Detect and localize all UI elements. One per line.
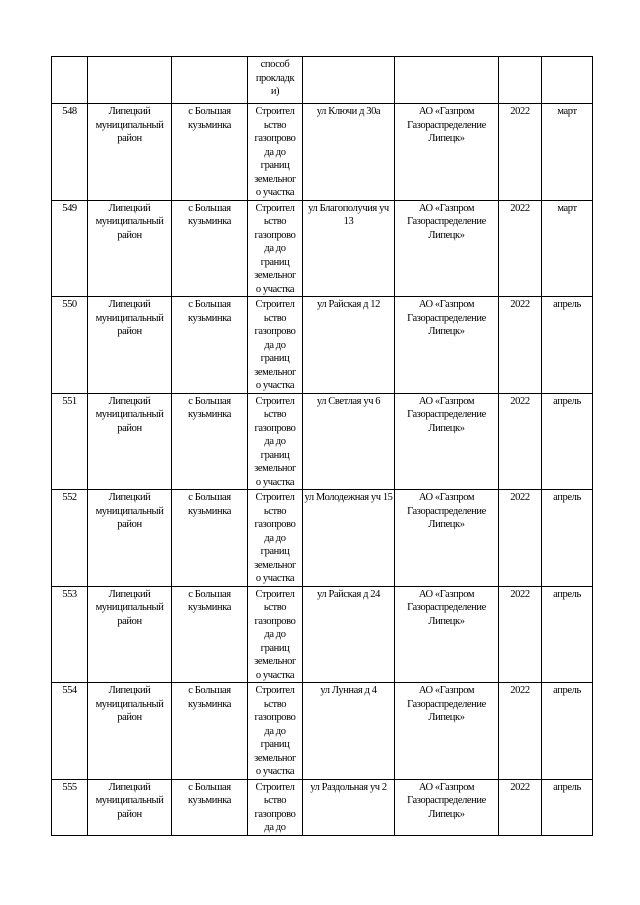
cell-district: Липецкий муниципальный район bbox=[88, 683, 172, 780]
cell-year: 2022 bbox=[499, 490, 542, 587]
work-type-line: границ bbox=[260, 739, 290, 750]
cell-address: ул Райская д 24 bbox=[303, 586, 395, 683]
work-type-line: и) bbox=[270, 86, 280, 97]
table-row bbox=[52, 779, 593, 835]
cell-district: Липецкий муниципальный район bbox=[88, 490, 172, 587]
work-type-line: газопрово bbox=[254, 133, 296, 144]
work-type-line: земельног bbox=[254, 559, 296, 571]
cell-organization: АО «Газпром Газораспределение Липецк» bbox=[395, 104, 499, 201]
cell-address: ул Ключи д 30а bbox=[303, 104, 395, 201]
cell-work-type bbox=[248, 297, 303, 394]
work-type-line: земельног bbox=[254, 463, 296, 474]
table-row bbox=[52, 490, 593, 587]
work-type-line: да до bbox=[264, 822, 286, 833]
cell-month: апрель bbox=[542, 297, 593, 394]
work-type-line: земельног bbox=[254, 752, 296, 764]
work-type-line: границ bbox=[260, 449, 290, 461]
cell-work-type bbox=[248, 779, 303, 835]
cell-address: ул Благополучия уч 13 bbox=[303, 200, 395, 297]
work-type-line: да до bbox=[264, 339, 286, 351]
cell-year: 2022 bbox=[499, 297, 542, 394]
cell-settlement: с Большая кузьминка bbox=[172, 104, 248, 201]
work-type-line: Строител bbox=[255, 299, 295, 310]
cell-settlement: с Большая кузьминка bbox=[172, 683, 248, 780]
cell-year: 2022 bbox=[499, 393, 542, 490]
table-row bbox=[52, 683, 593, 780]
work-type-line: ьство bbox=[263, 312, 287, 324]
table-row bbox=[52, 104, 593, 201]
work-type-line: Строител bbox=[255, 202, 295, 214]
work-type-line: ьство bbox=[263, 698, 287, 710]
table-row bbox=[52, 297, 593, 394]
cell-organization bbox=[395, 57, 499, 104]
cell-settlement: с Большая кузьминка bbox=[172, 200, 248, 297]
work-type-line: да до bbox=[264, 725, 286, 737]
cell-organization: АО «Газпром Газораспределение Липецк» bbox=[395, 779, 499, 835]
work-type-line: о участка bbox=[255, 573, 295, 584]
cell-month: апрель bbox=[542, 779, 593, 835]
cell-address: ул Райская д 12 bbox=[303, 297, 395, 394]
cell-month bbox=[542, 57, 593, 104]
work-type-line: газопрово bbox=[254, 229, 296, 241]
work-type-line: газопрово bbox=[254, 422, 296, 434]
work-type-line: границ bbox=[260, 160, 290, 171]
work-type-line: границ bbox=[260, 642, 290, 654]
cell-number: 554 bbox=[52, 683, 88, 780]
work-type-line: газопрово bbox=[254, 326, 296, 337]
gasification-schedule-table bbox=[51, 56, 593, 836]
cell-month: март bbox=[542, 200, 593, 297]
cell-settlement: с Большая кузьминка bbox=[172, 490, 248, 587]
cell-district: Липецкий муниципальный район bbox=[88, 779, 172, 835]
work-type-line: Строител bbox=[255, 395, 295, 407]
cell-address: ул Раздольная уч 2 bbox=[303, 779, 395, 835]
cell-number: 552 bbox=[52, 490, 88, 587]
cell-month: апрель bbox=[542, 393, 593, 490]
cell-work-type bbox=[248, 490, 303, 587]
cell-work-type bbox=[248, 57, 303, 104]
work-type-line: ьство bbox=[263, 216, 287, 227]
work-type-line: ьство bbox=[263, 505, 287, 517]
work-type-line: да до bbox=[264, 146, 286, 158]
cell-settlement: с Большая кузьминка bbox=[172, 586, 248, 683]
work-type-line: о участка bbox=[255, 476, 295, 488]
cell-district: Липецкий муниципальный район bbox=[88, 393, 172, 490]
work-type-line: границ bbox=[260, 256, 290, 268]
work-type-line: Строител bbox=[255, 106, 295, 117]
work-type-line: да до bbox=[264, 532, 286, 544]
work-type-line: о участка bbox=[255, 766, 295, 777]
work-type-line: способ bbox=[260, 59, 290, 70]
cell-district: Липецкий муниципальный район bbox=[88, 104, 172, 201]
cell-number: 553 bbox=[52, 586, 88, 683]
cell-year: 2022 bbox=[499, 779, 542, 835]
work-type-line: земельног bbox=[254, 366, 296, 378]
work-type-line: ьство bbox=[263, 795, 287, 806]
cell-work-type bbox=[248, 393, 303, 490]
work-type-line: Строител bbox=[255, 588, 295, 600]
cell-number: 548 bbox=[52, 104, 88, 201]
work-type-line: ьство bbox=[263, 602, 287, 613]
work-type-line: газопрово bbox=[254, 712, 296, 723]
cell-work-type bbox=[248, 200, 303, 297]
cell-work-type bbox=[248, 586, 303, 683]
cell-number: 555 bbox=[52, 779, 88, 835]
table-row bbox=[52, 200, 593, 297]
cell-organization: АО «Газпром Газораспределение Липецк» bbox=[395, 393, 499, 490]
work-type-line: Строител bbox=[255, 781, 295, 793]
work-type-line: Строител bbox=[255, 685, 295, 696]
continuation-row bbox=[52, 57, 593, 104]
work-type-line: да до bbox=[264, 436, 286, 447]
cell-organization: АО «Газпром Газораспределение Липецк» bbox=[395, 490, 499, 587]
cell-address: ул Молодежная уч 15 bbox=[303, 490, 395, 587]
cell-year: 2022 bbox=[499, 200, 542, 297]
work-type-line: ьство bbox=[263, 119, 287, 131]
cell-organization: АО «Газпром Газораспределение Липецк» bbox=[395, 586, 499, 683]
cell-settlement bbox=[172, 57, 248, 104]
cell-settlement: с Большая кузьминка bbox=[172, 779, 248, 835]
cell-year bbox=[499, 57, 542, 104]
work-type-line: Строител bbox=[255, 492, 295, 503]
cell-month: апрель bbox=[542, 490, 593, 587]
cell-organization: АО «Газпром Газораспределение Липецк» bbox=[395, 683, 499, 780]
cell-year: 2022 bbox=[499, 104, 542, 201]
cell-settlement: с Большая кузьминка bbox=[172, 393, 248, 490]
cell-district: Липецкий муниципальный район bbox=[88, 586, 172, 683]
cell-number: 550 bbox=[52, 297, 88, 394]
work-type-line: границ bbox=[260, 546, 290, 557]
work-type-line: о участка bbox=[255, 187, 295, 198]
work-type-line: о участка bbox=[255, 283, 295, 295]
cell-number: 549 bbox=[52, 200, 88, 297]
work-type-line: о участка bbox=[255, 669, 295, 681]
cell-district bbox=[88, 57, 172, 104]
cell-month: апрель bbox=[542, 683, 593, 780]
cell-work-type bbox=[248, 683, 303, 780]
cell-organization: АО «Газпром Газораспределение Липецк» bbox=[395, 297, 499, 394]
cell-year: 2022 bbox=[499, 586, 542, 683]
work-type-line: прокладк bbox=[255, 72, 295, 84]
table-row bbox=[52, 586, 593, 683]
work-type-line: земельног bbox=[254, 173, 296, 185]
work-type-line: границ bbox=[260, 353, 290, 364]
table-body bbox=[52, 57, 593, 836]
work-type-line: да до bbox=[264, 629, 286, 640]
cell-month: апрель bbox=[542, 586, 593, 683]
work-type-line: земельног bbox=[254, 270, 296, 281]
cell-address: ул Светлая уч 6 bbox=[303, 393, 395, 490]
cell-district: Липецкий муниципальный район bbox=[88, 297, 172, 394]
work-type-line: газопрово bbox=[254, 519, 296, 530]
work-type-line: да до bbox=[264, 243, 286, 254]
cell-organization: АО «Газпром Газораспределение Липецк» bbox=[395, 200, 499, 297]
cell-settlement: с Большая кузьминка bbox=[172, 297, 248, 394]
work-type-line: ьство bbox=[263, 409, 287, 420]
cell-work-type bbox=[248, 104, 303, 201]
cell-address bbox=[303, 57, 395, 104]
cell-address: ул Лунная д 4 bbox=[303, 683, 395, 780]
table-row bbox=[52, 393, 593, 490]
cell-number bbox=[52, 57, 88, 104]
work-type-line: газопрово bbox=[254, 615, 296, 627]
work-type-line: о участка bbox=[255, 380, 295, 391]
cell-month: март bbox=[542, 104, 593, 201]
work-type-line: газопрово bbox=[254, 808, 296, 820]
cell-district: Липецкий муниципальный район bbox=[88, 200, 172, 297]
cell-year: 2022 bbox=[499, 683, 542, 780]
work-type-line: земельног bbox=[254, 656, 296, 667]
cell-number: 551 bbox=[52, 393, 88, 490]
